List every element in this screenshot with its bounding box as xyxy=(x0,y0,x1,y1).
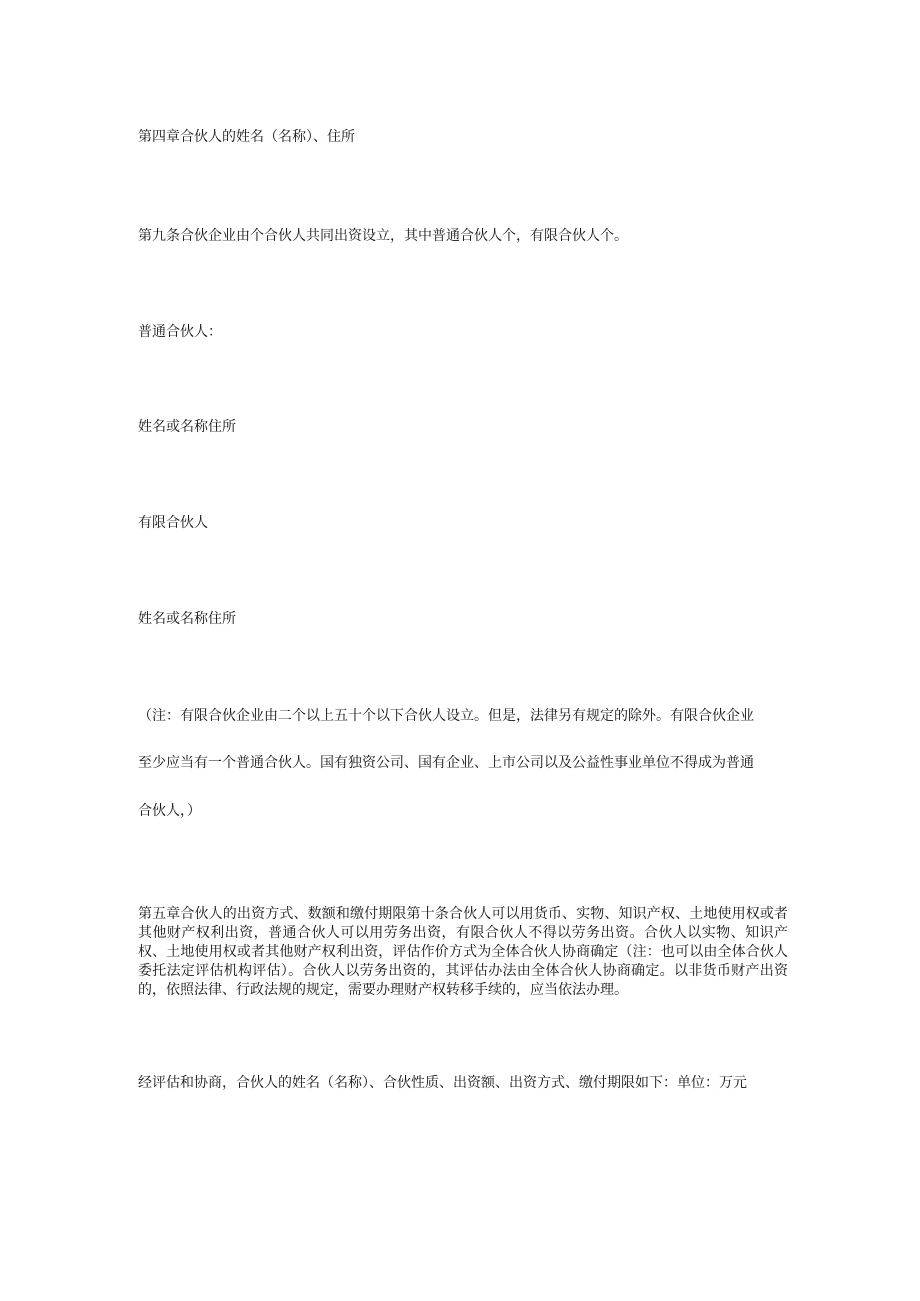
note-line-2: 至少应当有一个普通合伙人。国有独资公司、国有企业、上市公司以及公益性事业单位不得成为普通 xyxy=(138,755,754,771)
article9-text: 第九条合伙企业由个合伙人共同出资设立，其中普通合伙人个，有限合伙人个。 xyxy=(138,228,628,244)
general-partner-label: 普通合伙人： xyxy=(138,324,222,340)
evaluation-line: 经评估和协商，合伙人的姓名（名称）、合伙性质、出资额、出资方式、缴付期限如下：单位：万元 xyxy=(138,1075,747,1091)
chapter5-paragraph: 第五章合伙人的出资方式、数额和缴付期限第十条合伙人可以用货币、实物、知识产权、土地使用权或者其他财产权利出资，普通合伙人可以用劳务出资，有限合伙人不得以劳务出资。合伙人以实物、知识产权、土地使用权或者其他财产权利出资，评估作价方式为全体合伙人协商确定（注：也可以由全体合伙人委托法定评估机构评估）。合伙人以劳务出资的，其评估办法由全体合伙人协商确定。以非货币财产出资的，依照法律、行政法规的规定，需要办理财产权转移手续的，应当依法办理。 xyxy=(138,906,788,998)
limited-partner-label: 有限合伙人 xyxy=(138,515,208,531)
general-partner-name-address: 姓名或名称住所 xyxy=(138,419,236,435)
chapter4-heading: 第四章合伙人的姓名（名称）、住所 xyxy=(138,129,355,145)
note-line-3: 合伙人，） xyxy=(138,803,201,819)
note-line-1: （注：有限合伙企业由二个以上五十个以下合伙人设立。但是，法律另有规定的除外。有限合伙企业 xyxy=(138,708,754,724)
limited-partner-name-address: 姓名或名称住所 xyxy=(138,611,236,627)
